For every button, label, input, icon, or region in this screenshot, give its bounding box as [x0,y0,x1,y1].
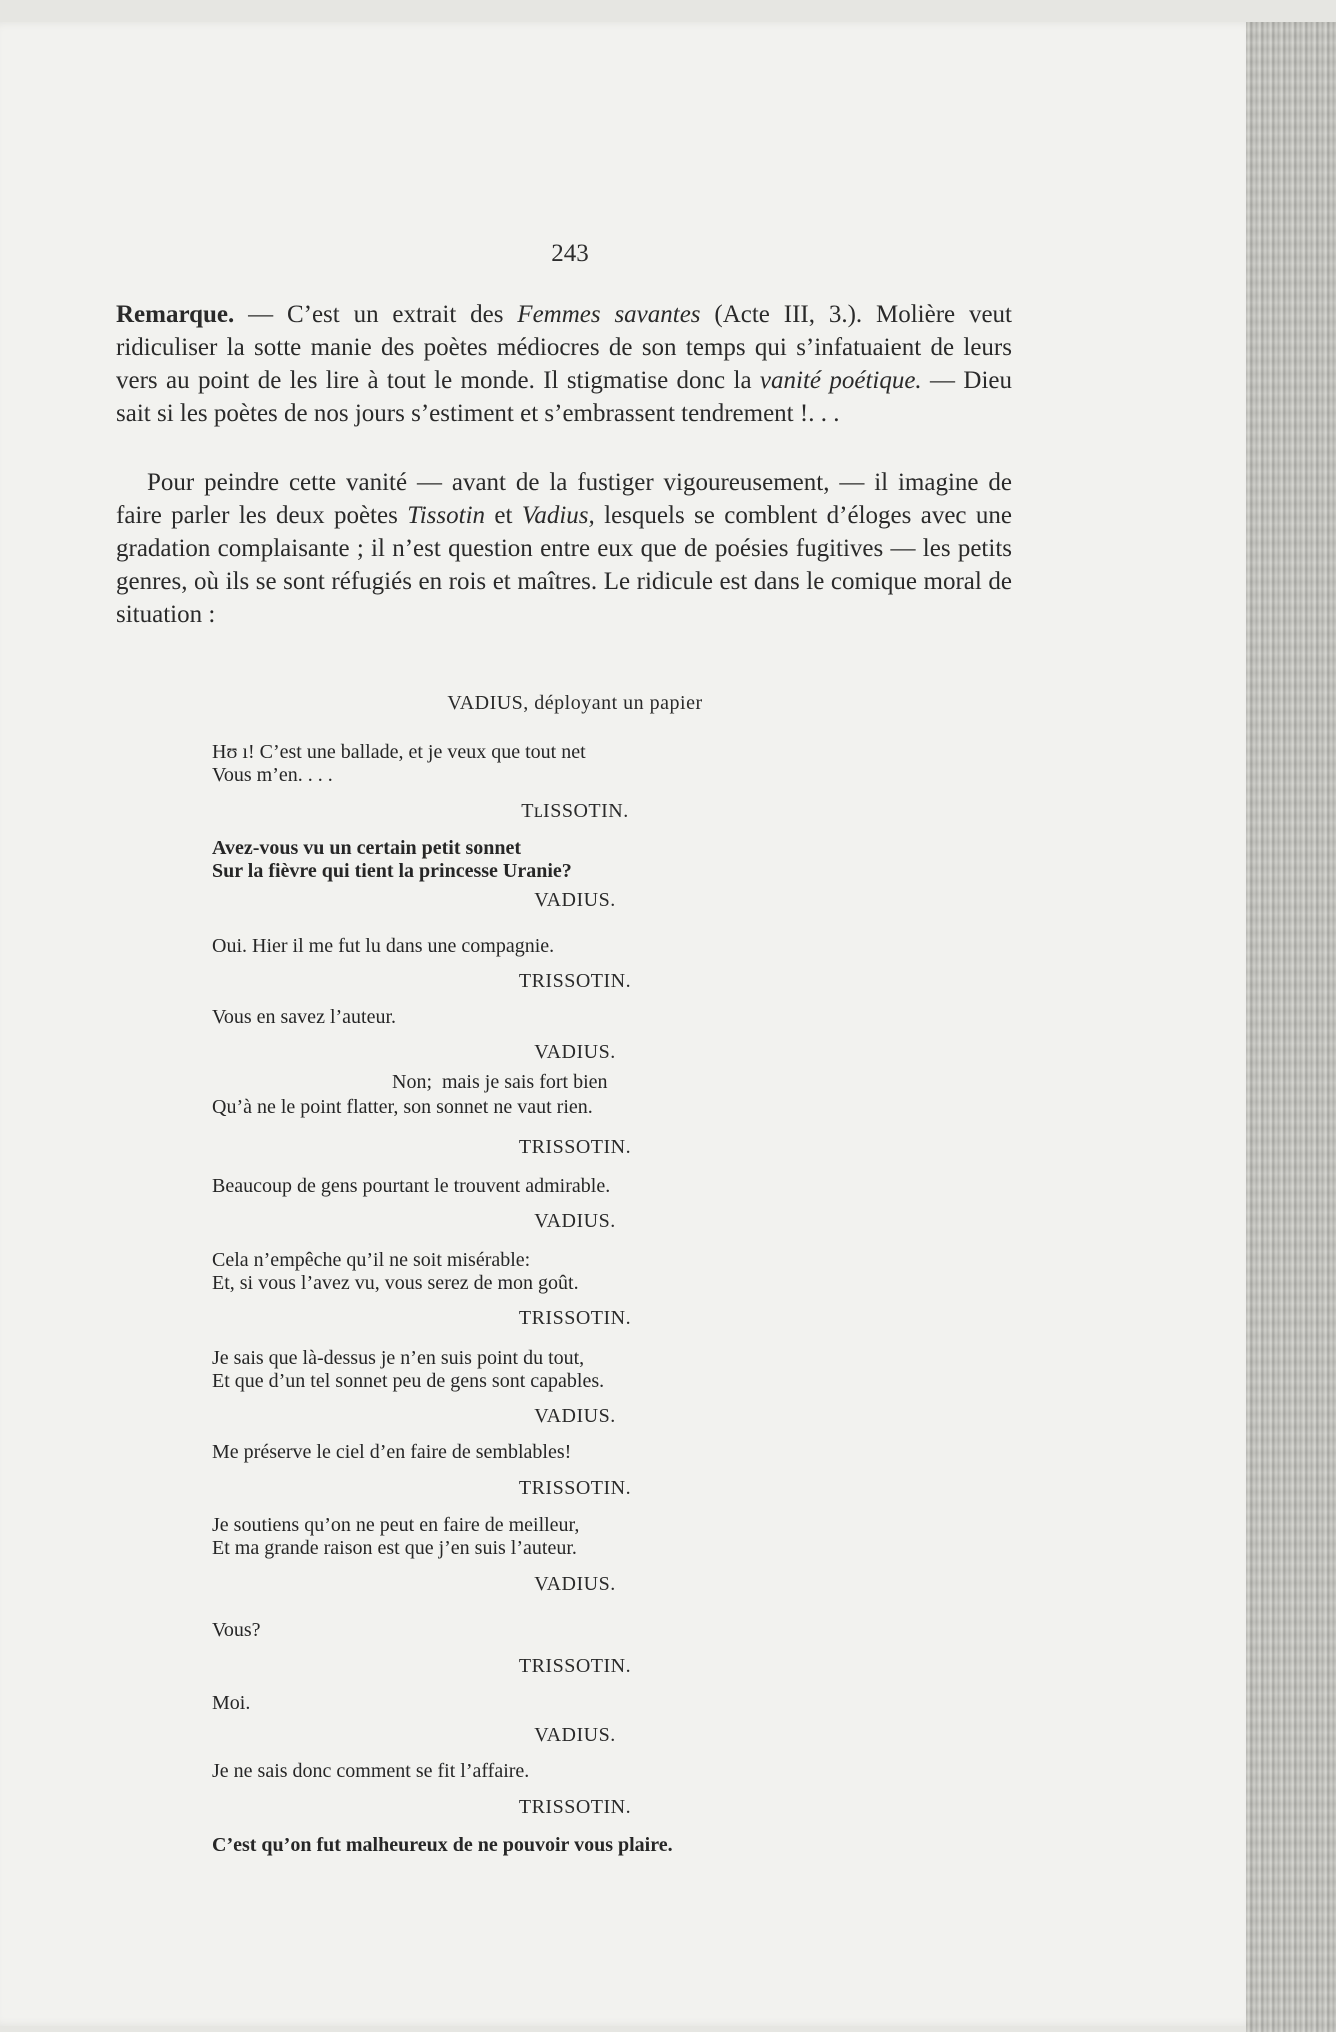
page-number: 243 [551,240,589,267]
speaker-label: TRISSOTIN. [518,1796,632,1818]
remark-text-1: — C’est un extrait des [234,301,518,328]
speaker-label: TRISSOTIN. [518,970,632,992]
speaker-label: VADIUS. [534,1405,616,1427]
verse-line: Vous? [212,1619,261,1641]
remark-text-2: (Acte III, 3.). Molière veut ridiculiser la sotte manie des poètes médiocres de son temps qui s’infatuaient de leurs vers au point de les lire à tout le monde. Il stigmatise donc la [116,301,1013,394]
verse-line: Avez-vous vu un certain petit sonnet [212,837,522,859]
verse-line: Sur la fièvre qui tient la princesse Uranie? [212,860,572,882]
verse-line: Hʊ ı! C’est une ballade, et je veux que tout net [212,741,586,763]
para2-text-2: et [485,502,522,529]
verse-line: Vous m’en. . . . [212,764,333,786]
speaker-label: VADIUS. [534,889,616,911]
verse-line: Je sais que là-dessus je n’en suis point du tout, [212,1347,585,1369]
remark-text-3: — Dieu sait si les poètes de nos jours s’estiment et s’embrassent tendrement !. . . [116,367,1012,427]
remark-paragraph [116,298,1012,430]
speaker-label: VADIUS. [534,1210,616,1232]
speaker-label: VADIUS. [534,1724,616,1746]
verse-line: Et ma grande raison est que j’en suis l’auteur. [212,1537,577,1559]
verse-line: Je soutiens qu’on ne peut en faire de meilleur, [212,1514,580,1536]
verse-line: C’est qu’on fut malheureux de ne pouvoir vous plaire. [212,1834,673,1856]
remark-emphasis: vanité poétique. [759,367,922,394]
verse-line: Vous en savez l’auteur. [212,1006,397,1028]
verse-line: Me préserve le ciel d’en faire de semblables! [212,1441,572,1463]
verse-line: Moi. [212,1692,251,1714]
verse-line: Non; mais je sais fort bien [212,1071,608,1093]
speaker-label: VADIUS. [534,1041,616,1063]
page-edge-texture [1246,22,1336,2032]
para2-name-2: Vadius, [521,502,595,529]
verse-line: Je ne sais donc comment se fit l’affaire. [212,1760,530,1782]
remark-lead: Remarque. [116,301,235,328]
verse-line: Qu’à ne le point flatter, son sonnet ne vaut rien. [212,1096,593,1118]
verse-line: Oui. Hier il me fut lu dans une compagnie. [212,935,555,957]
verse-line: Et, si vous l’avez vu, vous serez de mon goût. [212,1272,579,1294]
verse-line: Cela n’empêche qu’il ne soit misérable: [212,1249,531,1271]
second-paragraph [116,466,1012,631]
remark-title: Femmes savantes [517,301,701,328]
verse-line: Et que d’un tel sonnet peu de gens sont capables. [212,1370,605,1392]
speaker-label: TRISSOTIN. [518,1307,632,1329]
para2-text-3: lesquels se comblent d’éloges avec une gradation complaisante ; il n’est question entre eux que de poésies fugitives — les petits genres, où ils se sont réfugiés en rois et maîtres. Le ridicule est dans le comique moral de situation : [116,502,1012,628]
para2-text-1: Pour peindre cette vanité — avant de la fustiger vigoureusement, — il imagine de faire parler les deux poètes [116,469,1012,529]
speaker-label: TʟISSOTIN. [521,800,629,822]
speaker-label: VADIUS, déployant un papier [447,692,703,714]
speaker-label: TRISSOTIN. [518,1655,632,1677]
para2-name-1: Tissotin [407,502,486,529]
speaker-label: TRISSOTIN. [518,1136,632,1158]
speaker-label: VADIUS. [534,1573,616,1595]
speaker-label: TRISSOTIN. [518,1477,632,1499]
verse-line: Beaucoup de gens pourtant le trouvent admirable. [212,1175,611,1197]
